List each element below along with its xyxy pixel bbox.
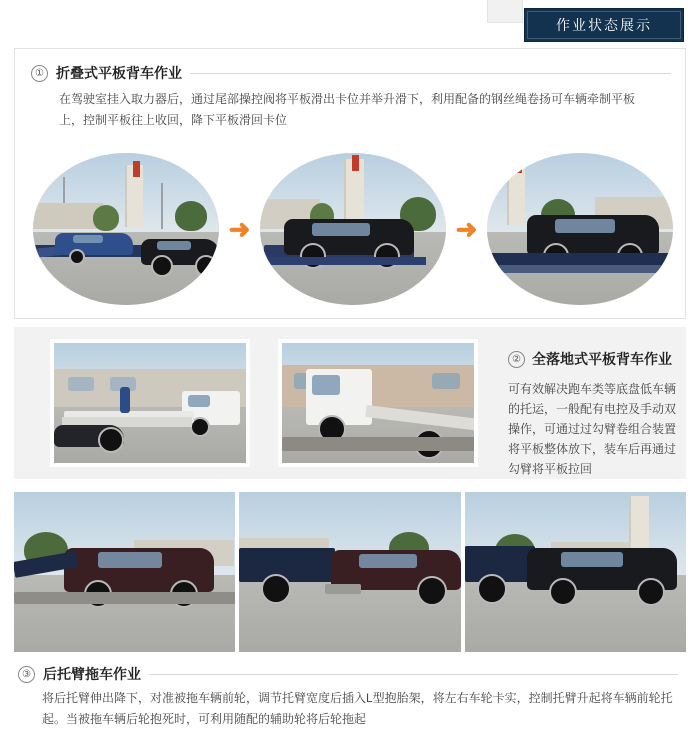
section1-photo-strip <box>33 149 673 309</box>
status-banner-label-wrap <box>527 11 681 39</box>
section3-title-rule <box>149 674 678 675</box>
tree <box>93 205 119 231</box>
section1-photo-1 <box>33 153 219 305</box>
section-foldable-flatbed <box>14 48 686 319</box>
section2-title: 全落地式平板背车作业 <box>532 351 672 367</box>
cab-window <box>312 375 340 395</box>
section2-photo-2 <box>278 339 478 467</box>
section3-title: 后托臂拖车作业 <box>43 666 141 682</box>
section2-body: 可有效解决跑车类等底盘低车辆的托运，一般配有电控及手动双操作，可通过过勾臂卷组合装置将平板整体放下，装车后再通过勾臂将平板拉回 <box>508 382 677 476</box>
car-window <box>555 219 615 233</box>
flag-icon <box>352 155 359 171</box>
car-window <box>157 241 191 250</box>
wheel <box>69 249 85 265</box>
ground-strip <box>14 592 235 604</box>
section2-text-block <box>508 349 680 479</box>
section1-title-row <box>31 63 671 83</box>
section1-body: 在驾驶室挂入取力器后，通过尾部操控阀将平板滑出卡位并举升滑下，利用配备的钢丝绳卷扬可车辆牵制平板上，控制平板往上收回，降下平板滑回卡位 <box>59 92 636 127</box>
ramp <box>266 257 426 265</box>
section-full-landing-flatbed <box>14 327 686 479</box>
car-window <box>98 552 162 568</box>
section1-photo-3 <box>487 153 673 305</box>
section3-photo-3 <box>465 492 686 652</box>
truck-bumper <box>487 265 673 273</box>
pole <box>161 183 163 229</box>
section3-photo-strip <box>14 492 686 652</box>
section3-photo-2 <box>239 492 460 652</box>
building-window <box>68 377 94 391</box>
cab-window <box>188 395 210 407</box>
wheel <box>637 578 665 606</box>
wheel <box>549 578 577 606</box>
section1-title: 折叠式平板背车作业 <box>56 65 182 81</box>
section-rear-boom-towing <box>14 492 686 726</box>
tow-truck-rear <box>239 548 335 582</box>
wheel <box>98 427 124 453</box>
status-banner <box>524 8 684 42</box>
wheel <box>374 243 400 269</box>
car-window <box>73 235 103 243</box>
section3-photo-1 <box>14 492 235 652</box>
section1-photo-2 <box>260 153 446 305</box>
arrow-icon: ➜ <box>455 214 478 244</box>
wheel <box>477 574 507 604</box>
car-window <box>561 552 623 567</box>
wheel <box>195 255 217 277</box>
arrow-icon: ➜ <box>228 214 251 244</box>
section1-title-rule <box>190 73 671 74</box>
status-banner-label: 作业状态展示 <box>556 17 652 33</box>
operator-figure <box>120 387 130 413</box>
building-window <box>432 373 460 389</box>
wheel <box>300 243 326 269</box>
car-window <box>359 554 417 568</box>
flag-icon <box>515 157 522 173</box>
section2-title-row <box>508 349 680 369</box>
flag-icon <box>133 161 140 177</box>
car-window <box>312 223 370 236</box>
tower <box>629 496 649 556</box>
header-notch <box>487 0 523 23</box>
ground-shadow <box>282 437 478 451</box>
tree <box>175 201 207 231</box>
section2-number: ② <box>508 351 525 368</box>
header-band <box>0 0 700 46</box>
wheel-lift-cradle <box>325 584 361 594</box>
section3-number: ③ <box>18 666 35 683</box>
wheel <box>151 255 173 277</box>
section1-number: ① <box>31 65 48 82</box>
section3-title-row <box>18 664 678 684</box>
section2-photo-1 <box>50 339 250 467</box>
section3-body: 将后托臂伸出降下，对准被拖车辆前轮，调节托臂宽度后插入L型抱胎架，将左右车轮卡实，控制托臂升起将车辆前轮托起。当被拖车辆后轮抱死时，可利用随配的辅助轮将后轮拖起 <box>42 691 673 726</box>
